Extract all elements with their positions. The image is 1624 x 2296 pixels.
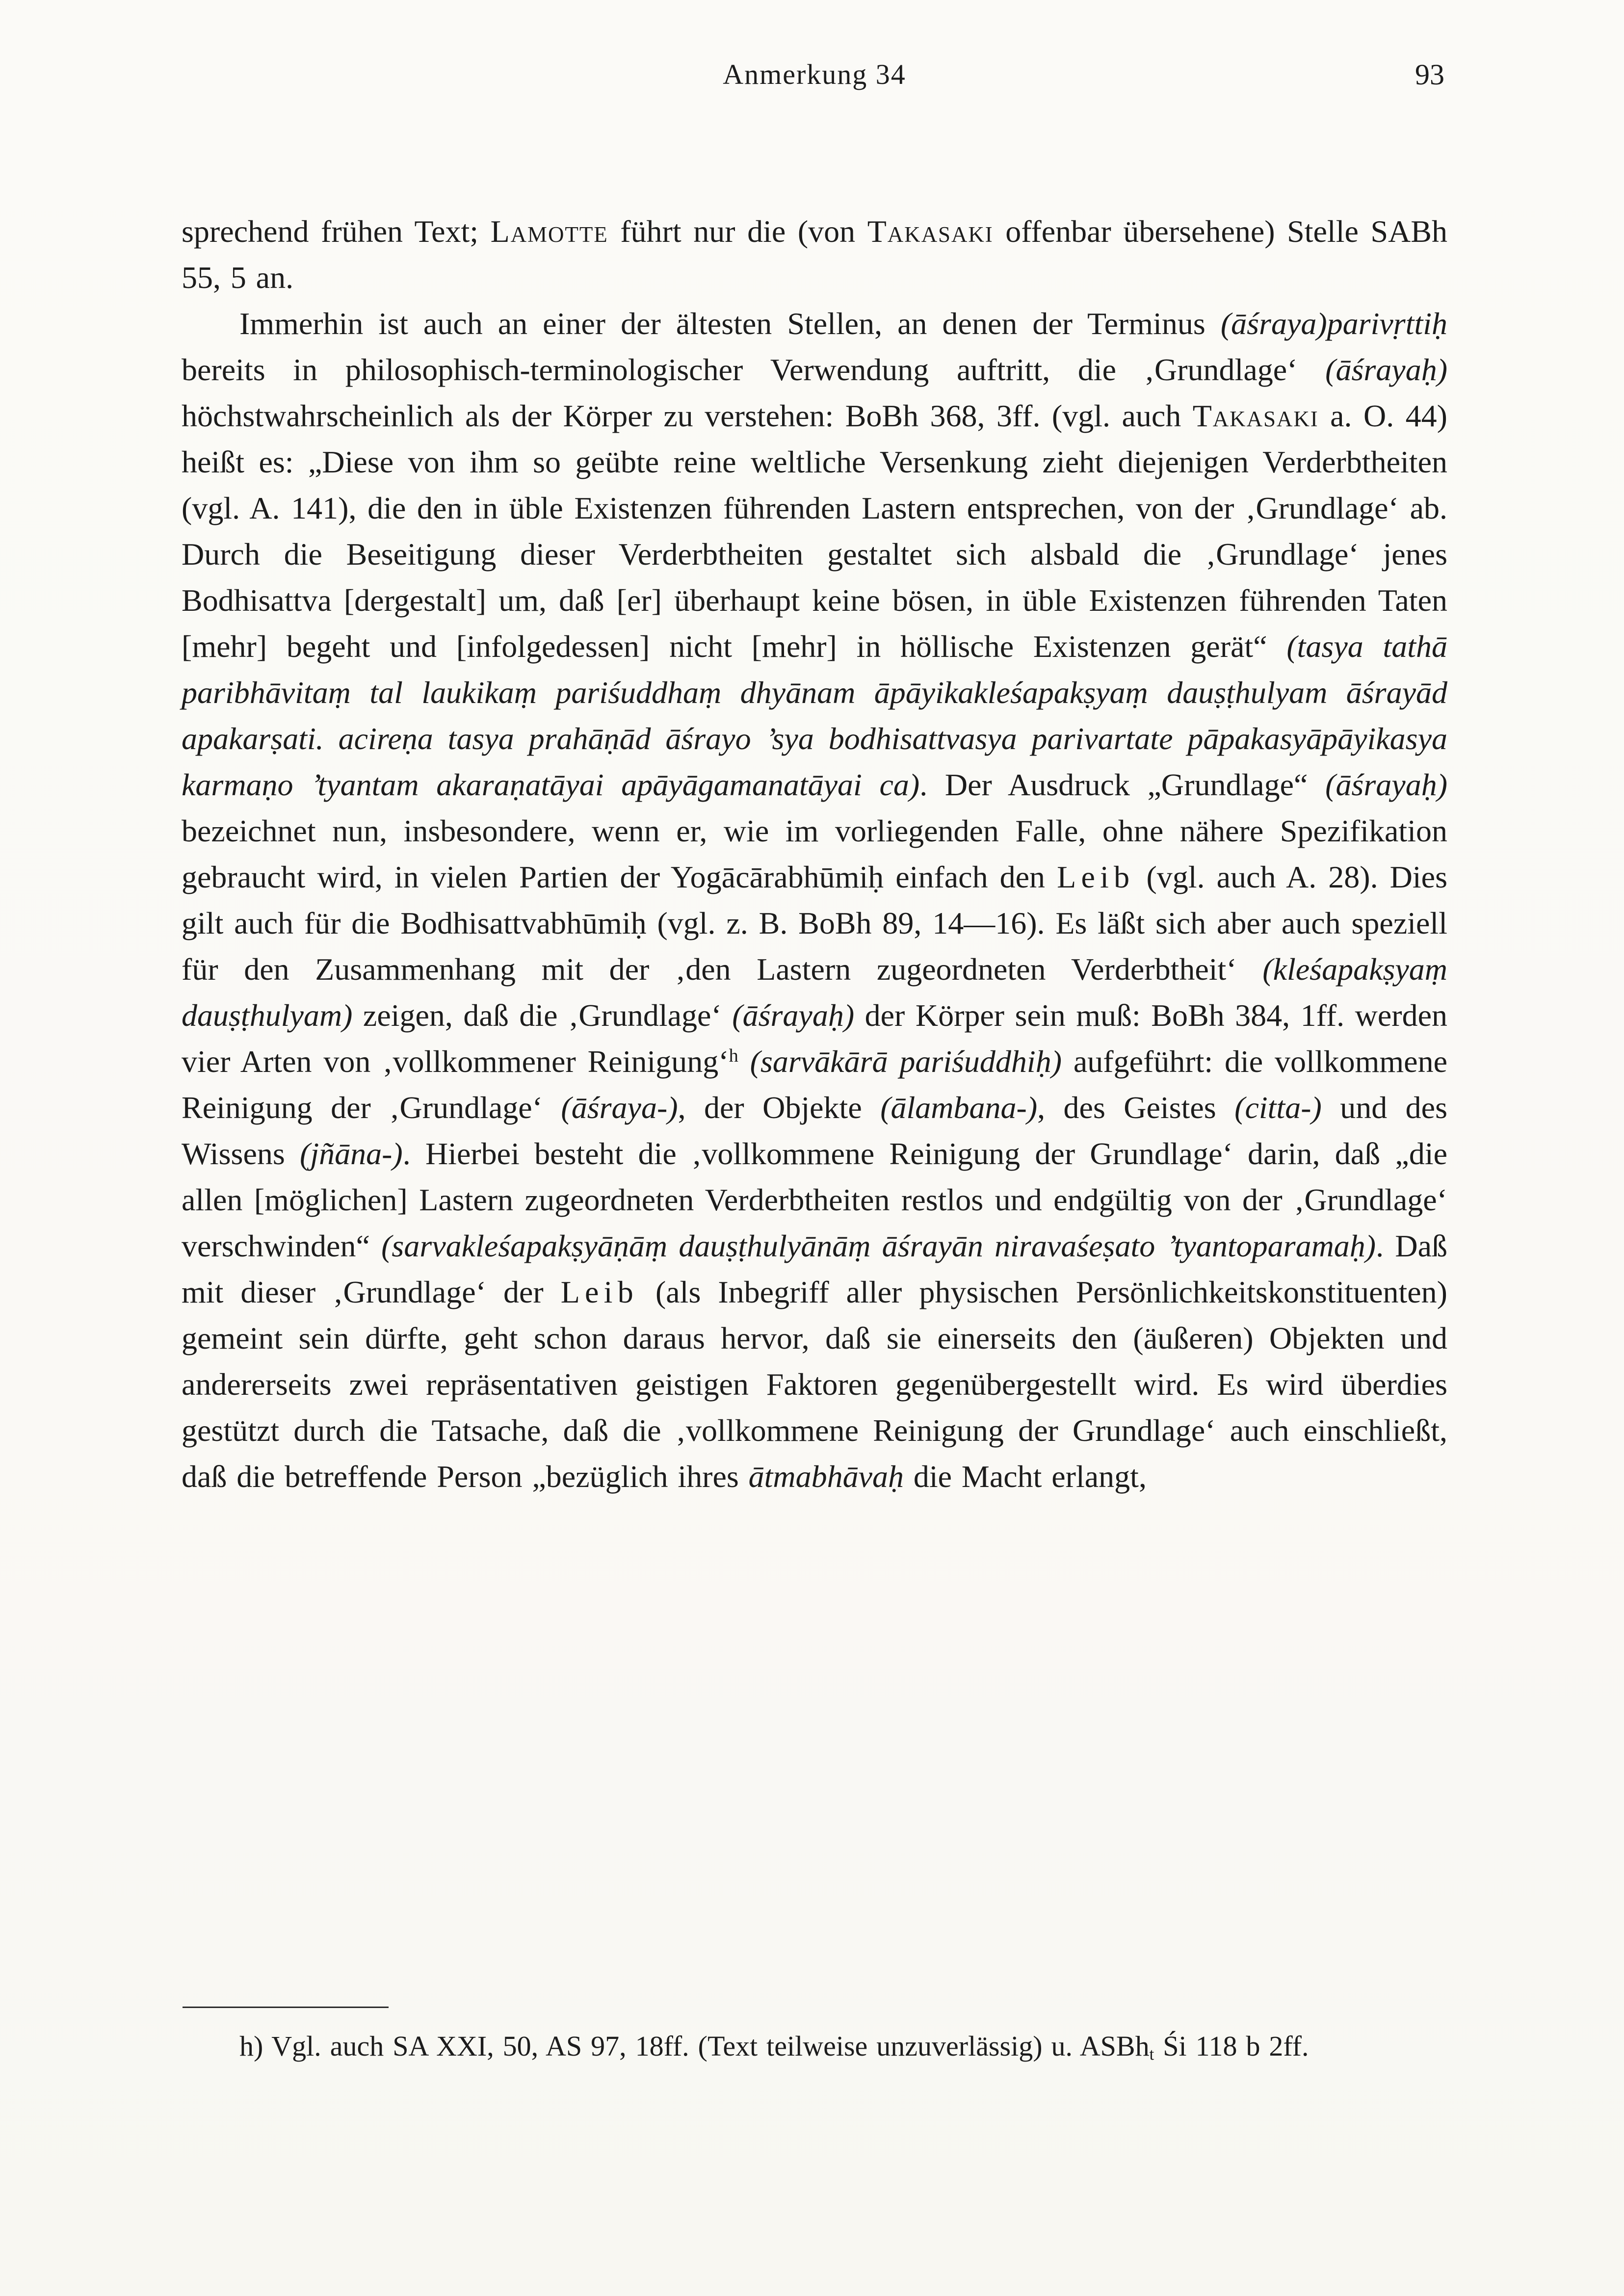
text-segment: , des Geistes (1037, 1090, 1235, 1125)
page-number: 93 (1415, 58, 1444, 91)
text-segment: h) Vgl. auch SA XXI, 50, AS 97, 18ff. (Text teilweise unzuverlässig) u. ASBh (239, 2030, 1150, 2062)
text-segment: (āśrayaḥ) (1325, 352, 1447, 387)
text-segment: (ālambana-) (880, 1090, 1038, 1125)
text-segment: höchstwahrscheinlich als der Körper zu verstehen: BoBh 368, 3ff. (vgl. auch (182, 398, 1193, 433)
text-segment: bereits in philosophisch-terminologischer Verwendung auftritt, die ‚Grundlage‘ (182, 352, 1326, 387)
text-segment: a. O. 44) heißt es: „Diese von ihm so geübte reine weltliche Versenkung zieht diejenigen Verderbtheiten (vgl. A. 141), die den in üble Existenzen führenden Lastern entsprechen, von der ‚Grundlage‘ ab. Durch die Beseitigung dieser Verderbtheiten gestaltet sich alsbald die ‚Grundlage‘ jenes Bodhisattva [dergestalt] um, daß [er] überhaupt keine bösen, in üble Existenzen führenden Taten [mehr] begeht und [infolgedessen] nicht [mehr] in höllische Existenzen gerät“ (182, 398, 1447, 664)
text-segment: (jñāna-) (300, 1136, 403, 1171)
text-segment (738, 1044, 750, 1079)
text-segment: . Daß mit dieser ‚Grundlage‘ der (182, 1228, 1448, 1309)
text-segment: (citta-) (1234, 1090, 1322, 1125)
text-segment: Leib (1057, 860, 1135, 894)
text-segment: Immerhin ist auch an einer der ältesten Stellen, an denen der Terminus (239, 306, 1221, 341)
text-segment: (āśraya-) (561, 1090, 678, 1125)
text-segment: Takasaki (867, 214, 994, 249)
text-segment: (als Inbegriff aller physischen Persönlichkeitskonstituenten) gemeint sein dürfte, geht schon daraus hervor, daß sie einerseits den (äußeren) Objekten und andererseits zwei repräsentativen geistigen Faktoren gegenübergestellt wird. Es wird überdies gestützt durch die Tatsache, daß die ‚vollkommene Reinigung der Grundlage‘ auch einschließt, daß die betreffende Person „bezüglich ihres (182, 1275, 1447, 1494)
text-segment: offenbar übersehene) Stelle SABh 55, 5 an. (182, 214, 1447, 295)
paragraph (182, 209, 1447, 301)
footnote (182, 2025, 1447, 2067)
text-segment: bezeichnet nun, insbesondere, wenn er, wie im vorliegenden Falle, ohne nähere Spezifikation gebraucht wird, in vielen Partien der Yogācārabhūmiḥ einfach den (182, 813, 1447, 894)
text-segment: . Der Ausdruck „Grundlage“ (919, 767, 1326, 802)
text-segment: . Hierbei besteht die ‚vollkommene Reinigung der Grundlage‘ darin, daß „die allen [möglichen] Lastern zugeordneten Verderbtheiten restlos und endgültig von der ‚Grundlage‘ verschwinden“ (182, 1136, 1448, 1263)
text-segment: Lamotte (490, 214, 608, 249)
text-segment: t (1149, 2044, 1154, 2064)
text-segment: aufgeführt: die vollkommene Reinigung der ‚Grundlage‘ (182, 1044, 1447, 1125)
text-segment: (tasya tathā paribhāvitaṃ tal laukikaṃ pariśuddhaṃ dhyānam āpāyikakleśapakṣyaṃ dauṣṭhulyam āśrayād apakarṣati. acireṇa tasya prahāṇād āśrayo ’sya bodhisattvasya parivartate pāpakasyāpāyikasya karmaṇo ’tyantam akaraṇatāyai apāyāgamanatāyai ca) (182, 629, 1448, 802)
text-segment: (āśrayaḥ) (732, 998, 855, 1033)
text-segment: die Macht erlangt, (904, 1459, 1147, 1494)
text-segment: führt nur die (von (608, 214, 867, 249)
paragraph (182, 301, 1447, 1500)
text-segment: und des Wissens (182, 1090, 1447, 1171)
text-segment: (āśraya)parivṛttiḥ (1220, 306, 1447, 341)
text-segment: ātmabhāvaḥ (748, 1459, 904, 1494)
text-segment: (sarvākārā pariśuddhiḥ) (750, 1044, 1062, 1079)
text-segment: (vgl. auch A. 28). Dies gilt auch für die Bodhisattvabhūmiḥ (vgl. z. B. BoBh 89, 14—16). Es läßt sich aber auch speziell für den Zusammenhang mit der ‚den Lastern zugeordneten Verderbtheit‘ (182, 860, 1447, 987)
footnote-separator (183, 2007, 389, 2008)
text-segment: (sarvakleśapakṣyāṇāṃ dauṣṭhulyānāṃ āśrayān niravaśeṣato ’tyantoparamaḥ) (381, 1228, 1376, 1263)
body-text (182, 209, 1447, 1500)
text-segment: sprechend frühen Text; (182, 214, 491, 249)
text-segment: der Körper sein muß: BoBh 384, 1ff. werden vier Arten von ‚vollkommener Reinigung‘ (182, 998, 1447, 1079)
text-segment: (kleśapakṣyaṃ dauṣṭhulyam) (182, 952, 1447, 1033)
running-header (182, 58, 1447, 91)
header-title: Anmerkung 34 (723, 58, 906, 90)
text-segment: (āśrayaḥ) (1325, 767, 1447, 802)
text-segment: zeigen, daß die ‚Grundlage‘ (352, 998, 733, 1033)
text-segment: Takasaki (1192, 398, 1319, 433)
text-segment: Śi 118 b 2ff. (1154, 2030, 1309, 2062)
text-segment: Leib (560, 1275, 638, 1309)
text-segment: h (729, 1045, 738, 1066)
text-segment: , der Objekte (678, 1090, 881, 1125)
